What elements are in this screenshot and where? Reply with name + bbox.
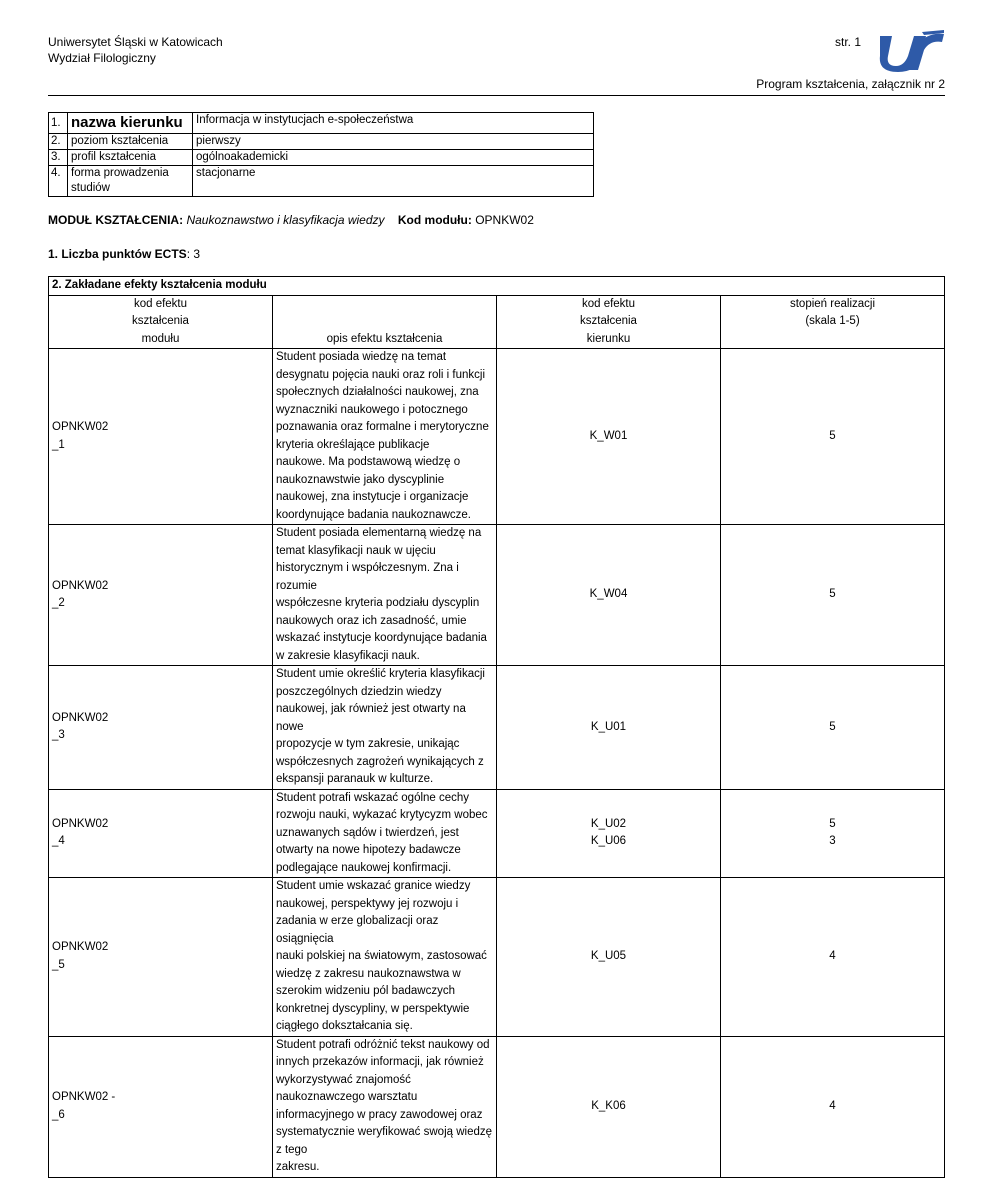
table-row — [49, 349, 945, 525]
learning-outcomes-table — [48, 276, 945, 1178]
effect-description: Student umie wskazać granice wiedzy naukowej, perspektywy jej rozwoju i zadania w erze globalizacji oraz osiągnięcia nauki polskiej na światowym, zastosować wiedzę z zakresu naukoznawstwa w szerokim widzeniu pól badawczych konkretnej dyscypliny, w perspektywie ciągłego dokształcania się. — [273, 878, 497, 1037]
realization-degree: 5 — [721, 349, 945, 525]
realization-degree: 5 3 — [721, 789, 945, 878]
program-effect-code: K_U02 K_U06 — [497, 789, 721, 878]
program-effect-code: K_U05 — [497, 878, 721, 1037]
info-num: 2. — [49, 134, 68, 150]
table-row — [49, 789, 945, 878]
header-module-code: kod efektu kształcenia modułu — [49, 295, 273, 349]
info-value: Informacja w instytucjach e-społeczeństwa — [193, 113, 594, 134]
program-effect-code: K_U01 — [497, 666, 721, 790]
table-header-row — [49, 295, 945, 349]
effect-description: Student posiada elementarną wiedzę na temat klasyfikacji nauk w ujęciu historycznym i współczesnym. Zna i rozumie współczesne kryteria podziału dyscyplin naukowych oraz ich zasadność, umie wskazać instytucje koordynujące badania w zakresie klasyfikacji nauk. — [273, 525, 497, 666]
module-effect-code: OPNKW02 _5 — [49, 878, 273, 1037]
effect-description: Student potrafi odróżnić tekst naukowy od innych przekazów informacji, jak również wykorzystywać znajomość naukoznawczego warsztatu informacyjnego w pracy zawodowej oraz systematycznie weryfikować swoją wiedzę z tego zakresu. — [273, 1036, 497, 1177]
info-row — [49, 113, 594, 134]
realization-degree: 4 — [721, 878, 945, 1037]
info-row — [49, 134, 594, 150]
ects-value: : 3 — [186, 247, 201, 261]
university-name: Uniwersytet Śląski w Katowicach — [48, 35, 223, 49]
info-num: 4. — [49, 166, 68, 197]
module-effect-code: OPNKW02 _4 — [49, 789, 273, 878]
realization-degree: 4 — [721, 1036, 945, 1177]
university-logo — [878, 30, 944, 74]
info-value: stacjonarne — [193, 166, 594, 197]
ects-line — [48, 247, 200, 261]
info-label: nazwa kierunku — [68, 113, 193, 134]
page-number: str. 1 — [835, 35, 862, 49]
program-effect-code: K_W01 — [497, 349, 721, 525]
module-effect-code: OPNKW02 - _6 — [49, 1036, 273, 1177]
program-effect-code: K_K06 — [497, 1036, 721, 1177]
table-row — [49, 878, 945, 1037]
realization-degree: 5 — [721, 525, 945, 666]
ects-label: 1. Liczba punktów ECTS — [48, 247, 187, 261]
module-label: MODUŁ KSZTAŁCENIA: — [48, 213, 184, 227]
table-title: 2. Zakładane efekty kształcenia modułu — [49, 277, 945, 296]
header-divider — [48, 95, 945, 96]
realization-degree: 5 — [721, 666, 945, 790]
info-label: forma prowadzenia studiów — [68, 166, 193, 197]
module-effect-code: OPNKW02 _3 — [49, 666, 273, 790]
info-row — [49, 150, 594, 166]
header-description: opis efektu kształcenia — [273, 295, 497, 349]
program-effect-code: K_W04 — [497, 525, 721, 666]
info-num: 3. — [49, 150, 68, 166]
faculty-name: Wydział Filologiczny — [48, 51, 156, 65]
table-row — [49, 525, 945, 666]
module-effect-code: OPNKW02 _1 — [49, 349, 273, 525]
module-code: OPNKW02 — [475, 213, 534, 227]
table-row — [49, 666, 945, 790]
info-label: profil kształcenia — [68, 150, 193, 166]
module-name: Naukoznawstwo i klasyfikacja wiedzy — [186, 213, 385, 227]
program-info-table — [48, 112, 594, 197]
header-program-code: kod efektu kształcenia kierunku — [497, 295, 721, 349]
info-num: 1. — [49, 113, 68, 134]
info-label: poziom kształcenia — [68, 134, 193, 150]
effect-description: Student potrafi wskazać ogólne cechy rozwoju nauki, wykazać krytycyzm wobec uznawanych sądów i twierdzeń, jest otwarty na nowe hipotezy badawcze podlegające naukowej konfirmacji. — [273, 789, 497, 878]
effect-description: Student umie określić kryteria klasyfikacji poszczególnych dziedzin wiedzy naukowej, jak również jest otwarty na nowe propozycje w tym zakresie, unikając współczesnych zagrożeń wynikających z ekspansji paranauk w kulturze. — [273, 666, 497, 790]
module-code-label: Kod modułu: — [397, 213, 472, 227]
effect-description: Student posiada wiedzę na temat desygnatu pojęcia nauki oraz roli i funkcji społecznych działalności naukowej, zna wyznaczniki naukowego i potocznego poznawania oraz formalne i merytoryczne kryteria określające publikacje naukowe. Ma podstawową wiedzę o naukoznawstwie jako dyscyplinie naukowej, zna instytucje i organizacje koordynujące badania naukoznawcze. — [273, 349, 497, 525]
info-value: pierwszy — [193, 134, 594, 150]
module-line — [48, 213, 534, 227]
info-row — [49, 166, 594, 197]
table-title-row — [49, 277, 945, 296]
program-label: Program kształcenia, załącznik nr 2 — [756, 77, 945, 91]
info-value: ogólnoakademicki — [193, 150, 594, 166]
table-row — [49, 1036, 945, 1177]
header-degree: stopień realizacji (skala 1-5) — [721, 295, 945, 349]
module-effect-code: OPNKW02 _2 — [49, 525, 273, 666]
